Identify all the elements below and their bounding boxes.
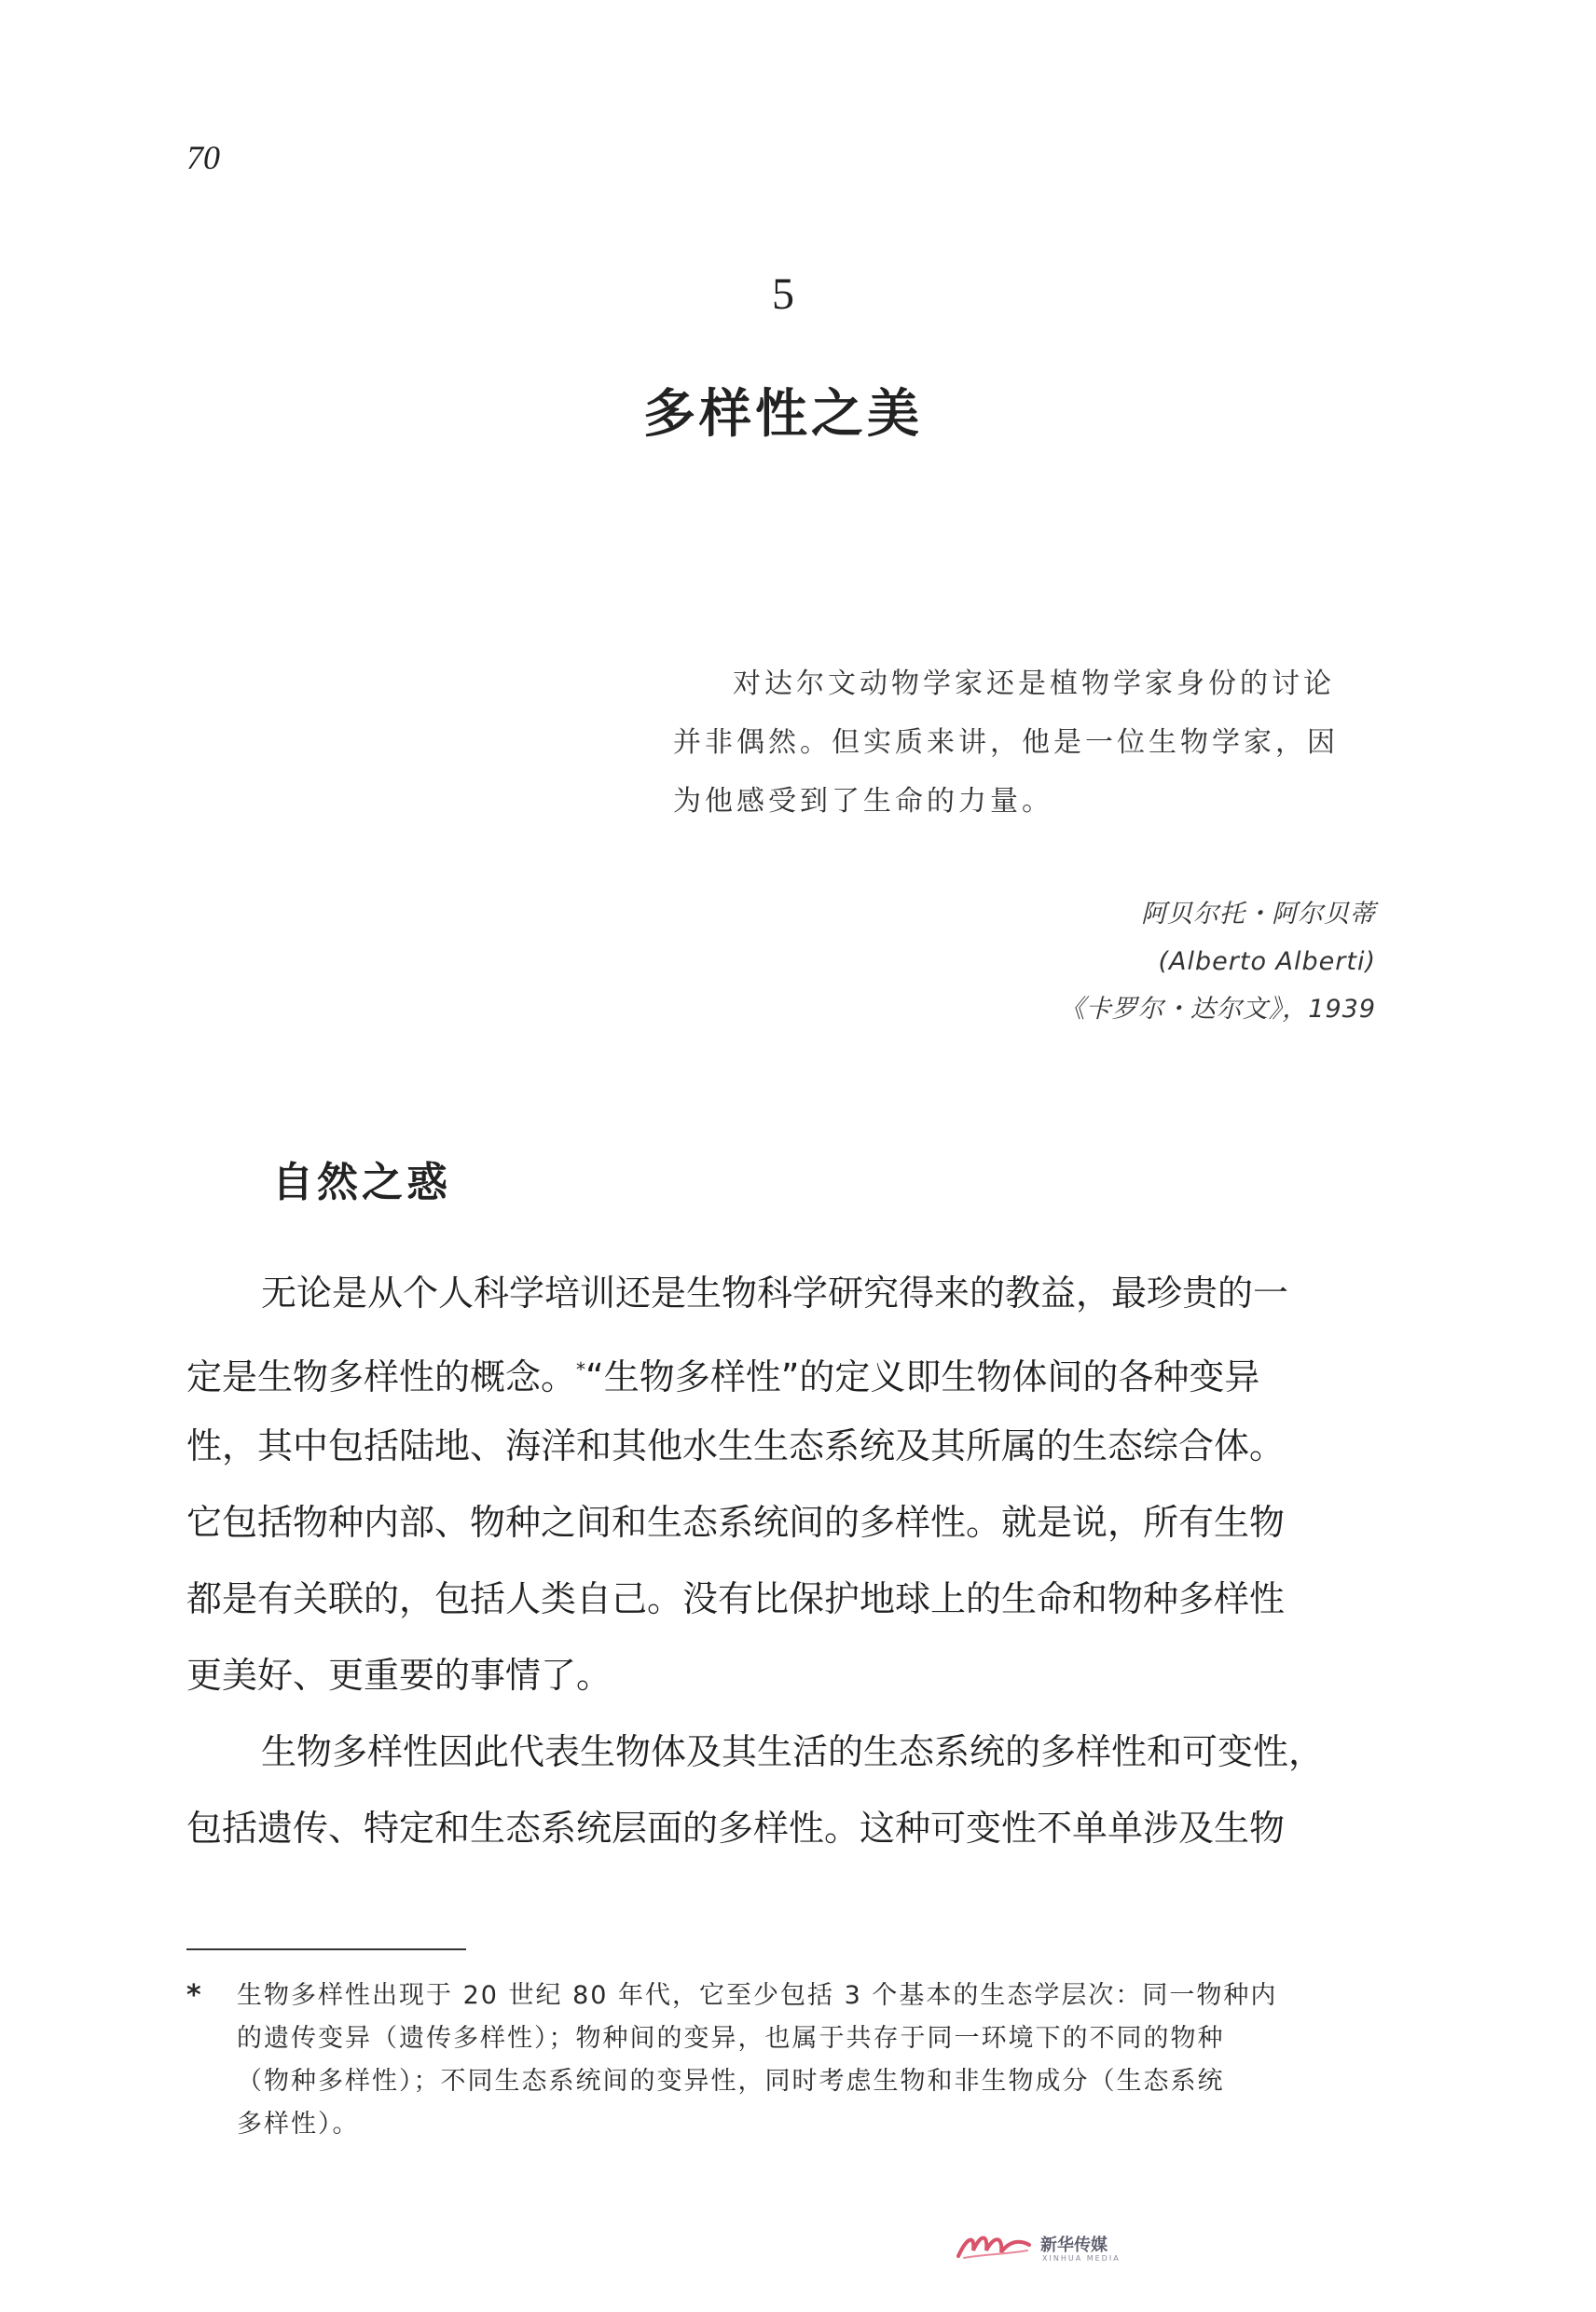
body-line — [186, 1331, 1376, 1408]
epigraph-line: 为他感受到了生命的力量。 — [673, 785, 1053, 818]
footnote — [186, 1975, 1376, 2146]
body-line: 性，其中包括陆地、海洋和其他水生生态系统及其所属的生态综合体。 — [186, 1425, 1286, 1466]
publisher-logo — [955, 2230, 1132, 2267]
body-line: 都是有关联的，包括人类自己。没有比保护地球上的生命和物种多样性 — [186, 1578, 1286, 1619]
attribution-source: 《卡罗尔・达尔文》，1939 — [1059, 995, 1376, 1024]
footnote-line: 多样性）。 — [237, 2110, 360, 2139]
attribution-author-cn: 阿贝尔托・阿尔贝蒂 — [1141, 900, 1376, 929]
body-line: 生物多样性因此代表生物体及其生活的生态系统的多样性和可变性， — [261, 1731, 1325, 1772]
body-text — [186, 1255, 1376, 1866]
page-number: 70 — [186, 139, 220, 176]
publisher-logo-text: 新华传媒 — [1040, 2236, 1108, 2255]
footnote-marker: * — [186, 1979, 203, 2012]
body-line: 更美好、更重要的事情了。 — [186, 1655, 612, 1696]
epigraph — [673, 654, 1376, 831]
epigraph-attribution — [1060, 890, 1376, 1033]
body-line: 无论是从个人科学培训还是生物科学研究得来的教益，最珍贵的一 — [261, 1273, 1289, 1314]
epigraph-line: 并非偶然。但实质来讲，他是一位生物学家，因 — [673, 726, 1339, 759]
epigraph-line: 对达尔文动物学家还是植物学家身份的讨论 — [733, 667, 1335, 700]
chapter-title: 多样性之美 — [643, 384, 923, 445]
chapter-number: 5 — [772, 269, 794, 319]
publisher-logo-mark-icon — [955, 2230, 1033, 2262]
body-line: 包括遗传、特定和生态系统层面的多样性。这种可变性不单单涉及生物 — [186, 1808, 1286, 1849]
body-line-text: 定是生物多样性的概念。 — [186, 1356, 577, 1397]
attribution-author-en: (Alberto Alberti) — [1158, 947, 1376, 976]
footnote-divider — [186, 1948, 466, 1950]
body-line-text: “生物多样性”的定义即生物体间的各种变异 — [585, 1356, 1260, 1397]
body-line: 它包括物种内部、物种之间和生态系统间的多样性。就是说，所有生物 — [186, 1502, 1286, 1543]
section-heading: 自然之惑 — [272, 1159, 451, 1206]
footnote-reference[interactable]: * — [576, 1358, 586, 1381]
footnote-line: 生物多样性出现于 20 世纪 80 年代，它至少包括 3 个基本的生态学层次：同一物种内 — [237, 1981, 1278, 2010]
footnote-line: 的遗传变异（遗传多样性）；物种间的变异，也属于共存于同一环境下的不同的物种 — [237, 2024, 1225, 2053]
footnote-line: （物种多样性）；不同生态系统间的变异性，同时考虑生物和非生物成分（生态系统 — [237, 2067, 1225, 2096]
publisher-logo-subtext: XINHUA MEDIA — [1042, 2254, 1121, 2263]
